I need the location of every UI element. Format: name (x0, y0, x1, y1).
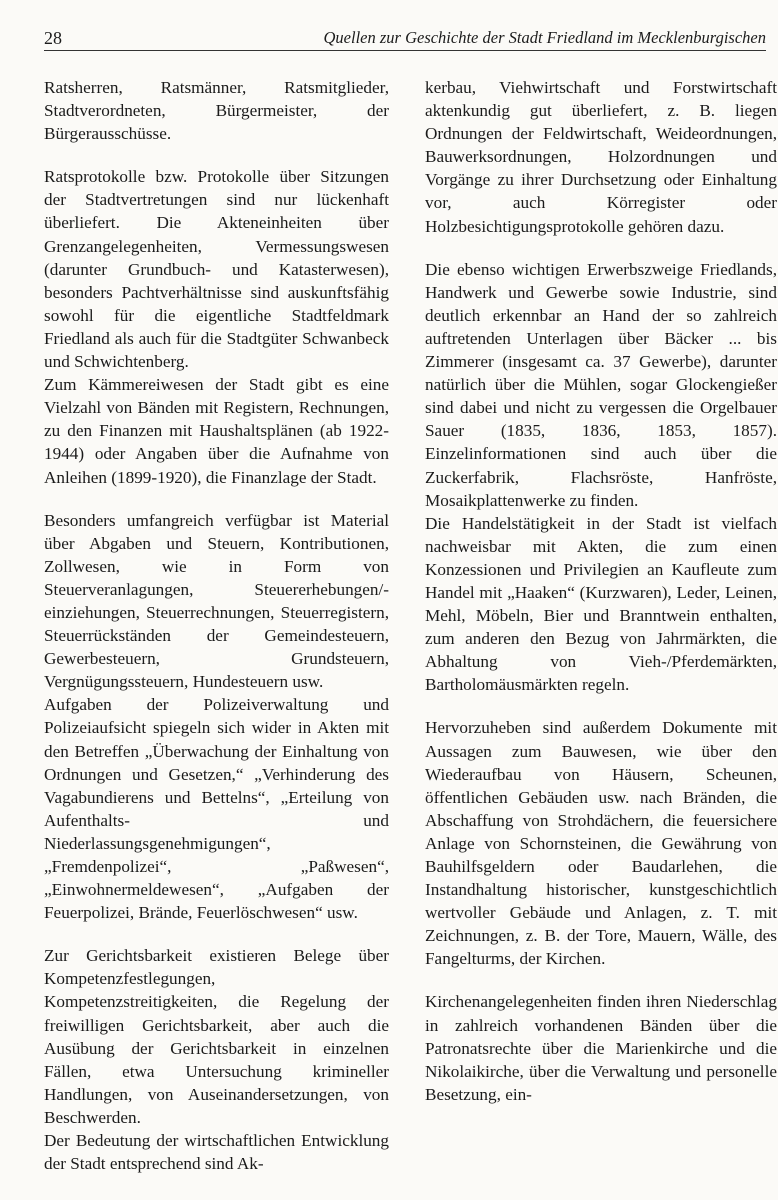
paragraph: Der Bedeutung der wirtschaftlichen Entwicklung der Stadt entsprechend sind Ak- (44, 1131, 389, 1174)
paragraph: Die Handelstätigkeit in der Stadt ist vielfach nachweisbar mit Akten, die zum einen Konzessionen und Privilegien an Kaufleute zum Handel mit „Haaken“ (Kurzwaren), Leder, Leinen, Mehl, Möbeln, Bier und Branntwein enthalten, zum anderen den Bezug von Jahrmärkten, die Abhaltung von Vieh-/Pferdemärkten, Bartholomäusmärkten regeln. (425, 513, 777, 695)
running-title: Quellen zur Geschichte der Stadt Friedland im Mecklenburgischen (323, 28, 766, 47)
paragraph: Besonders umfangreich verfügbar ist Material über Abgaben und Steuern, Kontributionen, Zollwesen, wie in Form von Steuerveranlagungen, Steuererhebungen/-einziehungen, Steuerrechnungen, Steuerregistern, Steuerrückständen der Gemeindesteuern, Gewerbesteuern, Grundsteuern, Vergnügungssteuern, Hundesteuern usw. (44, 510, 389, 692)
paragraph: Aufgaben der Polizeiverwaltung und Polizeiaufsicht spiegeln sich wider in Akten mit den Betreffen „Überwachung der Einhaltung von Ordnungen und Gesetzen,“ „Verhinderung des Vagabundierens und Bettelns“, „Erteilung von Aufenthalts- und Niederlassungsgenehmigungen“, „Fremdenpolizei“, „Paßwesen“, „Einwohnermeldewesen“, „Aufgaben der Feuerpolizei, Brände, Feuerlöschwesen“ usw. (44, 695, 389, 923)
paragraph: Ratsherren, Ratsmänner, Ratsmitglieder, Stadtverordneten, Bürgermeister, der Bürgerausschüsse. (44, 78, 389, 144)
right-column (425, 76, 777, 1106)
paragraph: kerbau, Viehwirtschaft und Forstwirtschaft aktenkundig gut überliefert, z. B. liegen Ordnungen der Feldwirtschaft, Weideordnungen, Bauwerksordnungen, Holzordnungen und Vorgänge zu ihrer Durchsetzung oder Einhaltung vor, auch Körregister oder Holzbesichtigungsprotokolle gehören dazu. (425, 78, 777, 236)
paragraph: Hervorzuheben sind außerdem Dokumente mit Aussagen zum Bauwesen, wie über den Wiederaufbau von Häusern, Scheunen, öffentlichen Gebäuden usw. nach Bränden, die Abschaffung von Strohdächern, die feuersichere Anlage von Schornsteinen, die Gewährung von Bauhilfsgeldern oder Baudarlehen, die Instandhaltung historischer, kunstgeschichtlich wertvoller Gebäude und Anlagen, z. T. mit Zeichnungen, z. B. der Tore, Mauern, Wälle, des Fangelturms, der Kirchen. (425, 718, 777, 969)
paragraph: Ratsprotokolle bzw. Protokolle über Sitzungen der Stadtvertretungen sind nur lückenhaft überliefert. Die Akteneinheiten über Grenzangelegenheiten, Vermessungswesen (darunter Grundbuch- und Katasterwesen), besonders Pachtverhältnisse sind auskunftsfähig sowohl für die eigentliche Stadtfeldmark Friedland als auch für die Stadtgüter Schwanbeck und Schwichtenberg. (44, 167, 389, 372)
paragraph: Die ebenso wichtigen Erwerbszweige Friedlands, Handwerk und Gewerbe sowie Industrie, sind deutlich erkennbar an Hand der so zahlreich auftretenden Unterlagen über Bäcker ... bis Zimmerer (insgesamt ca. 37 Gewerbe), darunter natürlich über die Mühlen, sogar Glockengießer sind dabei und nicht zu vergessen die Orgelbauer Sauer (1835, 1836, 1853, 1857). Einzelinformationen sind auch über die Zuckerfabrik, Flachsröste, Hanfröste, Mosaikplattenwerke zu finden. (425, 259, 777, 510)
paragraph: Zum Kämmereiwesen der Stadt gibt es eine Vielzahl von Bänden mit Registern, Rechnungen, zu den Finanzen mit Haushaltsplänen (ab 1922-1944) oder Angaben über die Aufnahme von Anleihen (1899-1920), die Finanzlage der Stadt. (44, 375, 389, 487)
left-column (44, 76, 389, 1175)
paragraph: Zur Gerichtsbarkeit existieren Belege über Kompetenzfestlegungen, Kompetenzstreitigkeiten, die Regelung der freiwilligen Gerichtsbarkeit, aber auch die Ausübung der Gerichtsbarkeit in einzelnen Fällen, etwa Untersuchung krimineller Handlungen, von Auseinandersetzungen, von Beschwerden. (44, 946, 389, 1127)
paragraph: Kirchenangelegenheiten finden ihren Niederschlag in zahlreich vorhandenen Bänden über die Patronatsrechte über die Marienkirche und die Nikolaikirche, über die Verwaltung und personelle Besetzung, ein- (425, 992, 777, 1104)
running-header (44, 28, 766, 51)
page-number: 28 (44, 28, 62, 48)
